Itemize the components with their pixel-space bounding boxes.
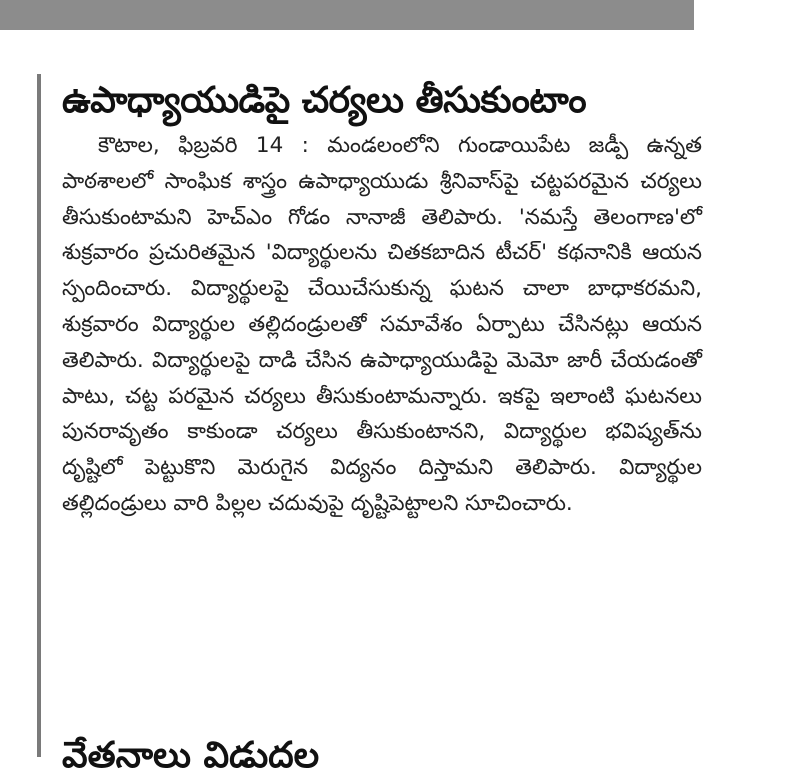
column-divider-rule (37, 74, 41, 757)
article-headline: ఉపాధ్యాయుడిపై చర్యలు తీసుకుంటాం (62, 80, 587, 121)
next-article-headline: వేతనాలు విడుదల (62, 735, 320, 773)
article-body: కౌటాల, ఫిబ్రవరి 14 : మండలంలోని గుండాయిపేట జడ్పీ ఉన్నత పాఠశాలలో సాంఘిక శాస్త్రం ఉపాధ్యాయుడు శ్రీనివాస్‌పై చట్టపరమైన చర్యలు తీసుకుంటామని హెచ్‌ఎం గోడం నానాజీ తెలిపారు. 'నమస్తే తెలంగాణ'లో శుక్రవారం ప్రచురితమైన 'విద్యార్థులను చితకబాదిన టీచర్' కథనానికి ఆయన స్పందించారు. విద్యార్థులపై చేయిచేసుకున్న ఘటన చాలా బాధాకరమని, శుక్రవారం విద్యార్థుల తల్లిదండ్రులతో సమావేశం ఏర్పాటు చేసినట్లు ఆయన తెలిపారు. విద్యార్థులపై దాడి చేసిన ఉపాధ్యాయుడిపై మెమో జారీ చేయడంతో పాటు, చట్ట పరమైన చర్యలు తీసుకుంటామన్నారు. ఇకపై ఇలాంటి ఘటనలు పునరావృతం కాకుండా చర్యలు తీసుకుంటానని, విద్యార్థుల భవిష్యత్‌ను దృష్టిలో పెట్టుకొని మెరుగైన విద్యనం దిస్తామని తెలిపారు. విద్యార్థుల తల్లిదండ్రులు వారి పిల్లల చదువుపై దృష్టిపెట్టాలని సూచించారు. (62, 133, 702, 516)
news-article (62, 78, 702, 522)
top-banner-bar (0, 0, 694, 30)
